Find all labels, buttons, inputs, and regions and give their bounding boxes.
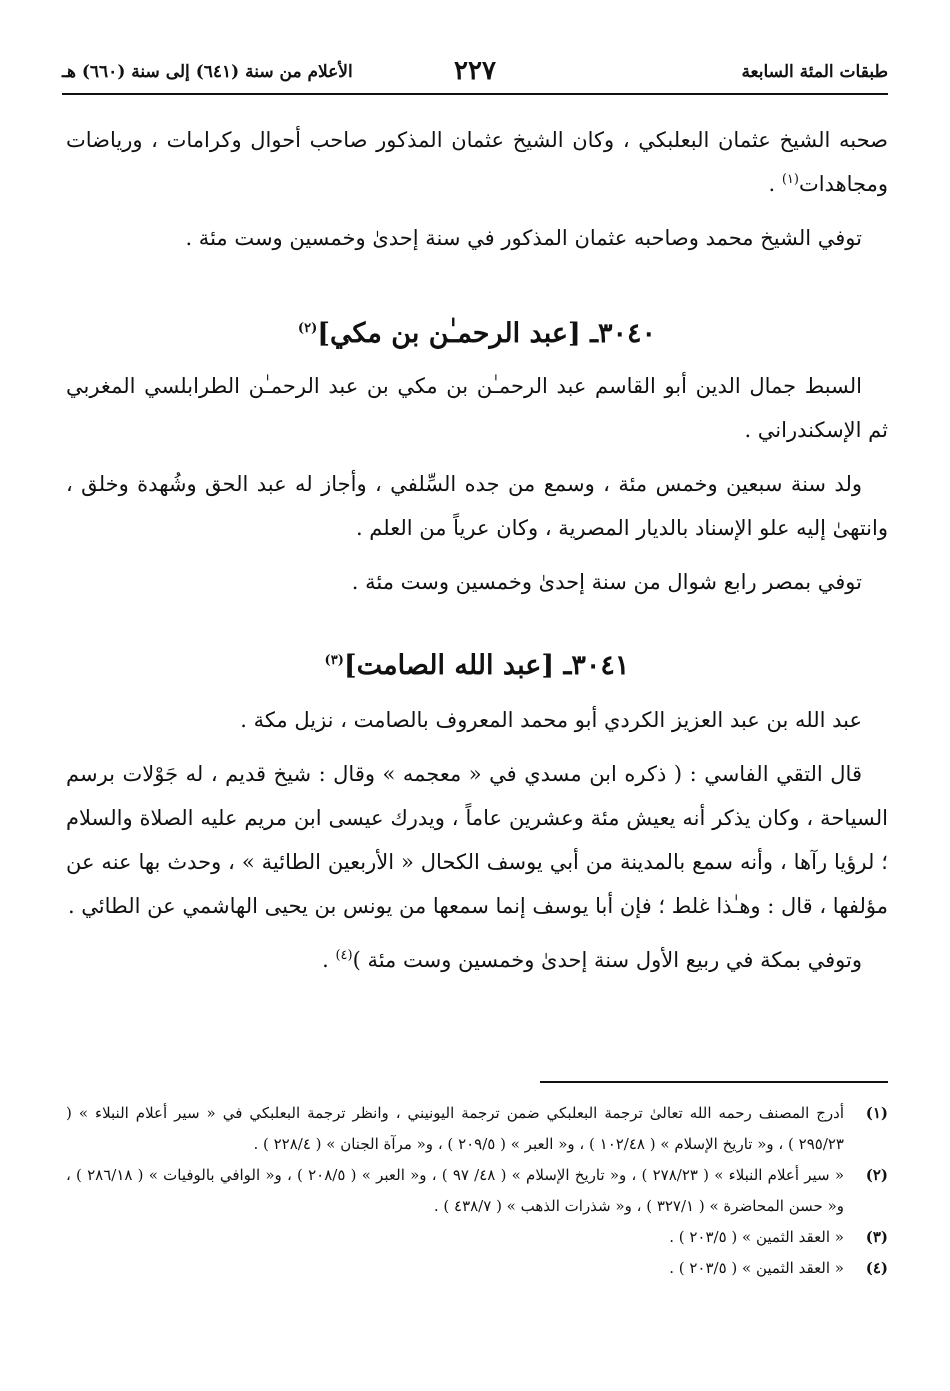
entry-3040-paragraph-2: ولد سنة سبعين وخمس مئة ، وسمع من جده السِّلفي ، وأجاز له عبد الحق وشُهدة وخلق ، وانتهىٰ إليه علو الإسناد بالديار المصرية ، وكان عرياً من العلم . <box>66 472 888 540</box>
footnote-number: (٤) <box>865 1259 888 1277</box>
footnote-2 <box>66 1160 888 1222</box>
main-text <box>66 118 888 982</box>
footnotes <box>66 1098 888 1284</box>
entry-3040-paragraph-3: توفي بمصر رابع شوال من سنة إحدىٰ وخمسين وست مئة . <box>351 570 862 594</box>
entry-heading-3040-text: ٣٠٤٠ـ [عبد الرحمـٰن بن مكي] <box>317 318 657 349</box>
footnote-text: « العقد الثمين » ( ٢٠٣/٥ ) . <box>669 1259 844 1277</box>
footnote-number: (١) <box>865 1104 888 1122</box>
footnote-ref-4[interactable]: (٤) <box>335 948 353 963</box>
running-header <box>62 58 888 92</box>
intro-paragraph-1-text: صحبه الشيخ عثمان البعلبكي ، وكان الشيخ عثمان المذكور صاحب أحوال وكرامات ، ورياضات ومجاهدات <box>66 128 888 196</box>
page-number: ٢٢٧ <box>454 56 496 86</box>
header-range-title: الأعلام من سنة (٦٤١) إلى سنة (٦٦٠) هـ <box>62 62 353 82</box>
footnote-ref-2[interactable]: (٢) <box>297 321 318 336</box>
intro-paragraph-1-end: . <box>768 172 782 196</box>
footnote-3 <box>66 1222 888 1253</box>
header-divider <box>62 93 888 95</box>
entry-3041-paragraph-2: قال التقي الفاسي : ( ذكره ابن مسدي في « معجمه » وقال : شيخ قديم ، له جَوْلات برسم السياحة ، وكان يذكر أنه يعيش مئة وعشرين عاماً ، ويدرك عيسى ابن مريم عليه الصلاة والسلام ؛ لرؤيا رآها ، وأنه سمع بالمدينة من أبي يوسف الكحال « الأربعين الطائية » ، وحدث بها عنه عن مؤلفها ، قال : وهـٰذا غلط ؛ فإن أبا يوسف إنما سمعها من يونس بن يحيى الهاشمي عن الطائي . <box>66 762 888 918</box>
entry-heading-3040 <box>66 312 888 356</box>
intro-paragraph-1 <box>66 118 888 206</box>
footnote-ref-3[interactable]: (٣) <box>324 653 344 668</box>
entry-3041-paragraph-3 <box>66 938 888 982</box>
entry-heading-3041-text: ٣٠٤١ـ [عبد الله الصامت] <box>343 650 630 681</box>
intro-paragraph-2: توفي الشيخ محمد وصاحبه عثمان المذكور في سنة إحدىٰ وخمسين وست مئة . <box>185 226 862 250</box>
entry-3041-paragraph-1: عبد الله بن عبد العزيز الكردي أبو محمد المعروف بالصامت ، نزيل مكة . <box>240 708 862 732</box>
entry-3041-paragraph-3-text: وتوفي بمكة في ربيع الأول سنة إحدىٰ وخمسين وست مئة ) <box>352 948 862 972</box>
footnote-divider <box>540 1081 888 1083</box>
footnote-1 <box>66 1098 888 1160</box>
footnote-text: « العقد الثمين » ( ٢٠٣/٥ ) . <box>669 1228 844 1246</box>
footnote-number: (٣) <box>865 1228 888 1246</box>
footnote-text: أدرج المصنف رحمه الله تعالىٰ ترجمة البعلبكي ضمن ترجمة اليونيني ، وانظر ترجمة البعلبكي في « سير أعلام النبلاء » ( ٢٩٥/٢٣ ) ، و« تاريخ الإسلام » ( ١٠٢/٤٨ ) ، و« العبر » ( ٢٠٩/٥ ) ، و« مرآة الجنان » ( ٢٢٨/٤ ) . <box>66 1104 844 1153</box>
footnote-number: (٢) <box>865 1166 888 1184</box>
footnote-4 <box>66 1253 888 1284</box>
entry-heading-3041 <box>66 644 888 688</box>
footnote-text: « سير أعلام النبلاء » ( ٢٧٨/٢٣ ) ، و« تاريخ الإسلام » ( ٤٨/ ٩٧ ) ، و« العبر » ( ٢٠٨/٥ ) ، و« الوافي بالوفيات » ( ٢٨٦/١٨ ) ، و« حسن المحاضرة » ( ٣٢٧/١ ) ، و« شذرات الذهب » ( ٤٣٨/٧ ) . <box>66 1166 844 1215</box>
footnote-ref-1[interactable]: (١) <box>781 172 799 187</box>
header-section-title: طبقات المئة السابعة <box>741 62 888 82</box>
entry-3041-paragraph-3-end: . <box>322 948 336 972</box>
entry-3040-paragraph-1: السبط جمال الدين أبو القاسم عبد الرحمـٰن بن مكي بن عبد الرحمـٰن الطرابلسي المغربي ثم الإسكندراني . <box>66 374 888 442</box>
